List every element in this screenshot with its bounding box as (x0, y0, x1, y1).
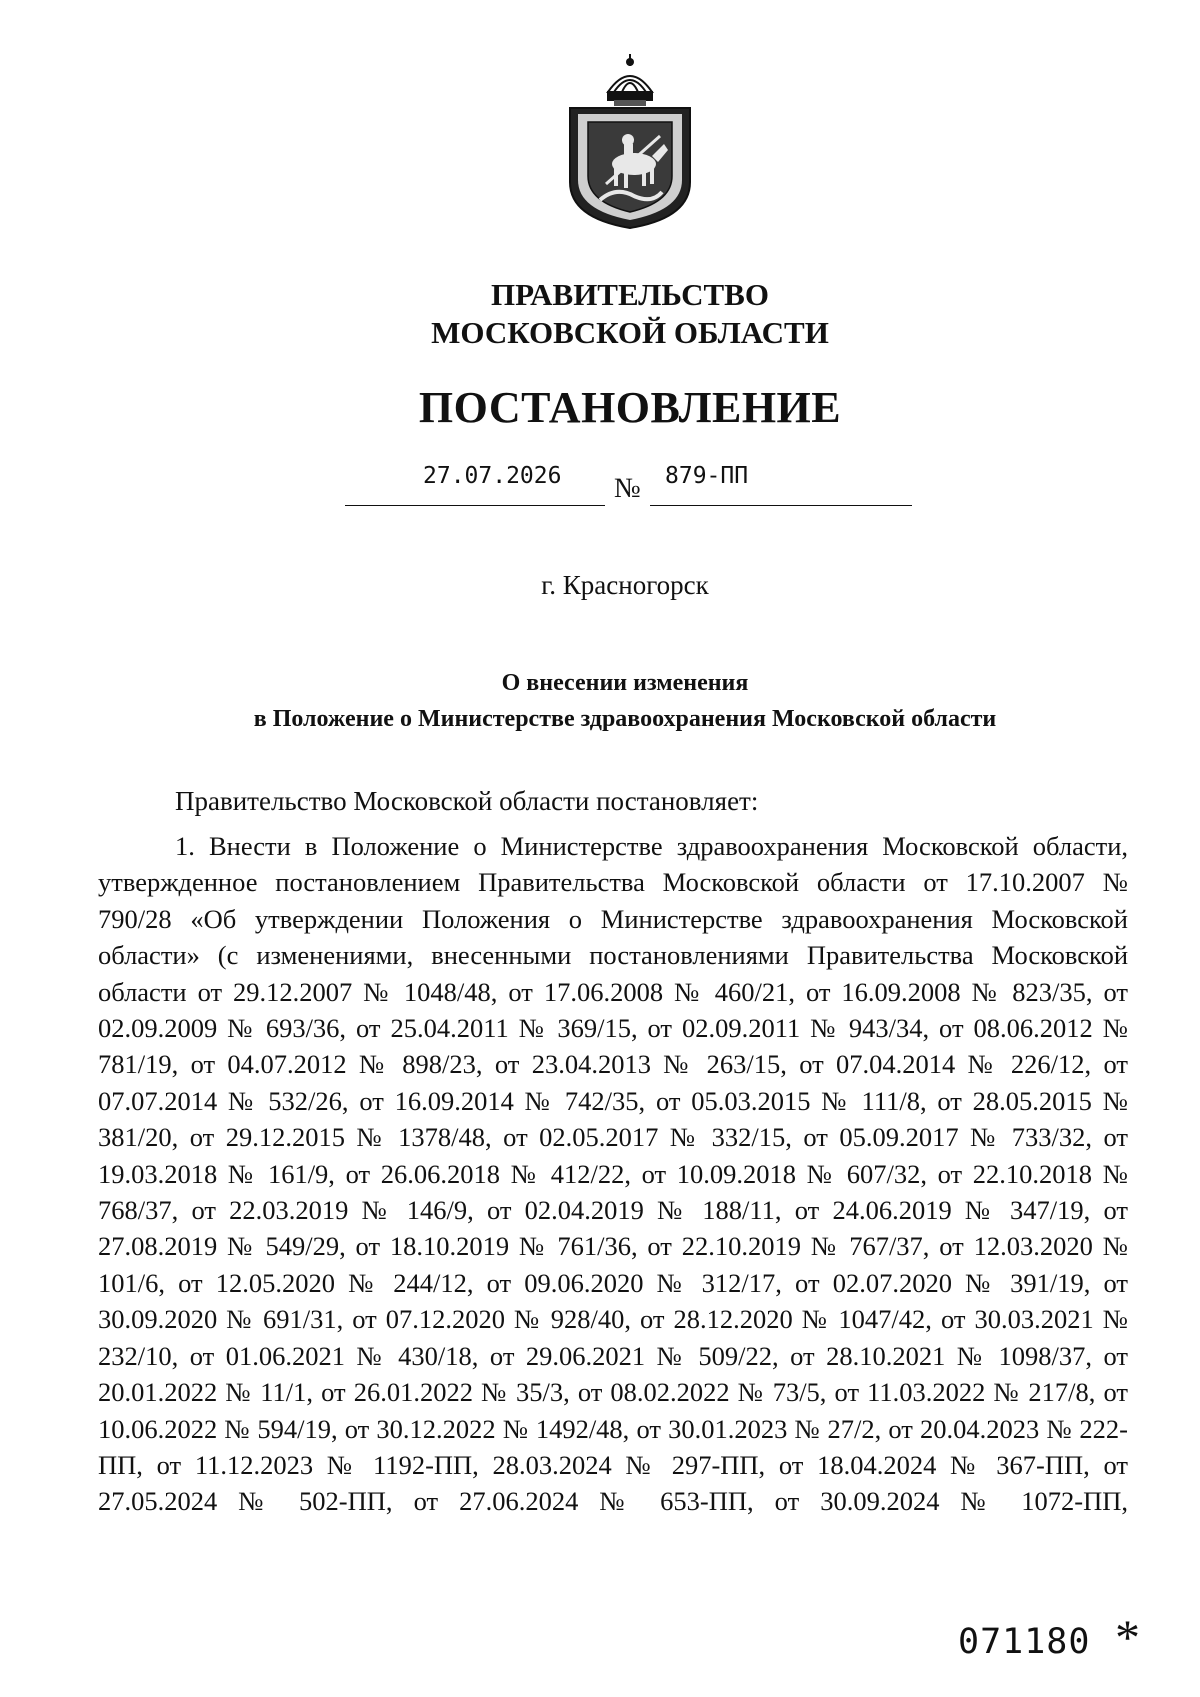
stamp-mark: * (1115, 1609, 1140, 1665)
number-underline (650, 505, 912, 506)
org-name-line2: МОСКОВСКОЙ ОБЛАСТИ (431, 315, 829, 350)
paragraph-1: 1. Внести в Положение о Министерстве здравоохранения Московской области, утвержденное постановлением Правительства Московской области от 17.10.2007 № 790/28 «Об утверждении Положения о Министерстве здравоохранения Московской области» (с изменениями, внесенными постановлениями Правительства Московской области от 29.12.2007 № 1048/48, от 17.06.2008 № 460/21, от 16.09.2008 № 823/35, от 02.09.2009 № 693/36, от 25.04.2011 № 369/15, от 02.09.2011 № 943/34, от 08.06.2012 № 781/19, от 04.07.2012 № 898/23, от 23.04.2013 № 263/15, от 07.04.2014 № 226/12, от 07.07.2014 № 532/26, от 16.09.2014 № 742/35, от 05.03.2015 № 111/8, от 28.05.2015 № 381/20, от 29.12.2015 № 1378/48, от 02.05.2017 № 332/15, от 05.09.2017 № 733/32, от 19.03.2018 № 161/9, от 26.06.2018 № 412/22, от 10.09.2018 № 607/32, от 22.10.2018 № 768/37, от 22.03.2019 № 146/9, от 02.04.2019 № 188/11, от 24.06.2019 № 347/19, от 27.08.2019 № 549/29, от 18.10.2019 № 761/36, от 22.10.2019 № 767/37, от 12.03.2020 № 101/6, от 12.05.2020 № 244/12, от 09.06.2020 № 312/17, от 02.07.2020 № 391/19, от 30.09.2020 № 691/31, от 07.12.2020 № 928/40, от 28.12.2020 № 1047/42, от 30.03.2021 № 232/10, от 01.06.2021 № 430/18, от 29.06.2021 № 509/22, от 28.10.2021 № 1098/37, от 20.01.2022 № 11/1, от 26.01.2022 № 35/3, от 08.02.2022 № 73/5, от 11.03.2022 № 217/8, от 10.06.2022 № 594/19, от 30.12.2022 № 1492/48, от 30.01.2023 № 27/2, от 20.04.2023 № 222-ПП, от 11.12.2023 № 1192-ПП, 28.03.2024 № 297-ПП, от 18.04.2024 № 367-ПП, от 27.05.2024 № 502-ПП, от 27.06.2024 № 653-ПП, от 30.09.2024 № 1072-ПП, (98, 831, 1128, 1517)
document-type-title: ПОСТАНОВЛЕНИЕ (418, 383, 842, 432)
subject-line2: в Положение о Министерстве здравоохранения Московской области (253, 706, 997, 732)
moscow-oblast-coat-of-arms-icon (564, 52, 696, 230)
date-underline (345, 505, 605, 506)
number-sign: № (614, 473, 641, 504)
registration-line (0, 463, 1200, 513)
subject-line1: О внесении изменения (501, 670, 749, 696)
document-date: 27.07.2026 (423, 463, 562, 489)
city-line: г. Красногорск (541, 570, 709, 600)
decrees-clause: Правительство Московской области постановляет: (175, 786, 759, 816)
stamp-number: 071180 (958, 1622, 1091, 1662)
org-name-line1: ПРАВИТЕЛЬСТВО (491, 277, 769, 312)
document-number: 879-ПП (665, 463, 749, 489)
